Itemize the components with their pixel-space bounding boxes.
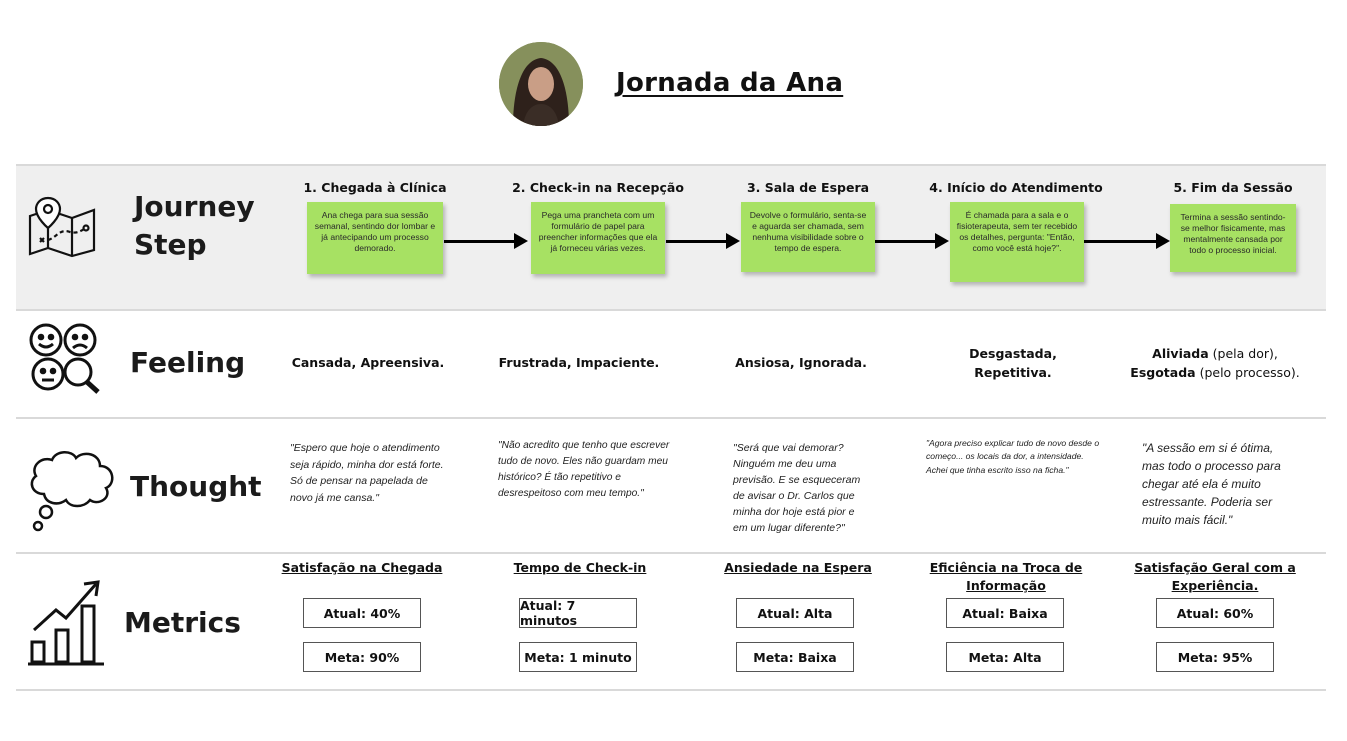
thought-label: Thought [130,470,262,503]
thought-text: "Agora preciso explicar tudo de novo desde o começo... os locais da dor, a intensidade. Achei que tinha escrito isso na ficha." [926,438,1100,475]
sticky-note: Ana chega para sua sessão semanal, sentindo dor lombar e já antecipando um processo demorado. [307,202,443,274]
step-title: 4. Início do Atendimento [929,180,1103,195]
row-divider [16,689,1326,691]
thought-text: "Não acredito que tenho que escrever tudo de novo. Eles não guardam meu histórico? É tão repetitivo e desrespeitoso com meu tempo." [498,440,670,499]
feeling-text: Desgastada, Repetitiva. [969,346,1057,380]
row-divider [16,164,1326,166]
metric-current: Atual: Baixa [946,598,1064,628]
sticky-note: É chamada para a sala e o fisioterapeuta, sem ter recebido os detalhes, pergunta: "Então, como você está hoje?". [950,202,1084,282]
avatar-portrait [499,42,583,126]
metric-title: Eficiência na Troca de Informação [929,560,1083,593]
avatar [499,42,583,126]
step-title: 2. Check-in na Recepção [512,180,684,195]
row-divider [16,552,1326,554]
flow-arrow [1084,240,1166,243]
flow-arrow [875,240,945,243]
map-pin-icon [26,194,98,263]
page-title: Jornada da Ana [616,68,844,98]
metric-current: Atual: 7 minutos [519,598,637,628]
emoji-faces-icon [26,322,104,399]
metric-target: Meta: 95% [1156,642,1274,672]
metric-current: Atual: Alta [736,598,854,628]
feeling-text: Cansada, Apreensiva. [291,355,445,370]
metric-target: Meta: Baixa [736,642,854,672]
thought-text: "A sessão em si é ótima, mas todo o processo para chegar até ela é muito estressante. Poderia ser muito mais fácil." [1142,441,1281,527]
step-title: 1. Chegada à Clínica [303,180,447,195]
thought-text: "Espero que hoje o atendimento seja rápido, minha dor está forte. Só de pensar na papelada de novo já me cansa." [290,442,444,504]
row-divider [16,417,1326,419]
metric-title: Satisfação na Chegada [281,560,443,575]
flow-arrow [666,240,736,243]
sticky-note: Pega uma prancheta com um formulário de papel para preencher informações que ela já forneceu várias vezes. [531,202,665,274]
metric-title: Ansiedade na Espera [724,560,872,575]
feeling-label: Feeling [130,346,246,379]
sticky-note: Devolve o formulário, senta-se e aguarda ser chamada, sem nenhuma visibilidade sobre o tempo de espera. [741,202,875,272]
feeling-text: Aliviada (pela dor), Esgotada (pelo processo). [1130,346,1300,380]
row-divider [16,309,1326,311]
sticky-note: Termina a sessão sentindo-se melhor fisicamente, mas mentalmente cansada por todo o processo inicial. [1170,204,1296,272]
metrics-label: Metrics [124,606,241,639]
step-title: 3. Sala de Espera [746,180,870,195]
metric-target: Meta: 1 minuto [519,642,637,672]
metric-title: Tempo de Check-in [513,560,647,575]
metric-current: Atual: 40% [303,598,421,628]
feeling-text: Frustrada, Impaciente. [498,355,660,370]
metric-title: Satisfação Geral com a Experiência. [1134,560,1296,593]
metric-target: Meta: Alta [946,642,1064,672]
metric-current: Atual: 60% [1156,598,1274,628]
thought-cloud-icon [26,448,118,541]
metric-target: Meta: 90% [303,642,421,672]
thought-text: "Será que vai demorar? Ninguém me deu uma previsão. E se esqueceram de avisar o Dr. Carlos que minha dor hoje está pior e em um lugar diferente?" [733,442,861,534]
step-title: 5. Fim da Sessão [1173,180,1293,195]
growth-chart-icon [26,578,106,671]
feeling-text: Ansiosa, Ignorada. [735,355,867,370]
flow-arrow [444,240,524,243]
journey-step-label: Journey Step [134,190,255,261]
